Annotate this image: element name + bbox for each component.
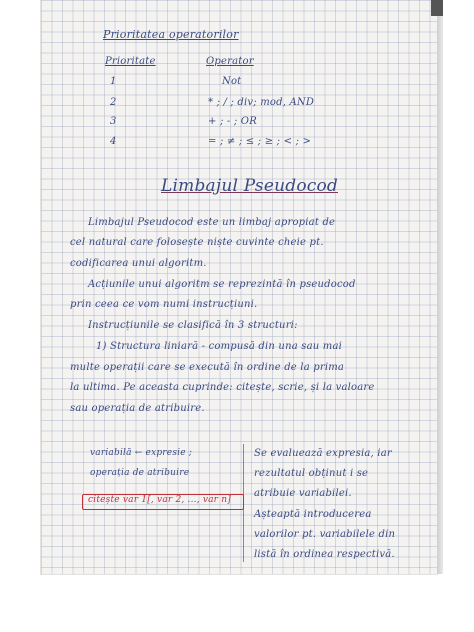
paragraph-line: prin ceea ce vom numi instrucțiuni. xyxy=(70,299,258,310)
example-description: atribuie variabilei. xyxy=(254,488,352,499)
example-description: Așteaptă introducerea xyxy=(254,509,372,520)
section-title: Limbajul Pseudocod xyxy=(161,176,338,196)
paragraph-line: Acțiunile unui algoritm se reprezintă în pseudocod xyxy=(88,279,356,290)
example-syntax-label: operația de atribuire xyxy=(90,468,190,478)
paragraph-line: Instrucțiunile se clasifică în 3 structuri: xyxy=(88,320,298,331)
table-row-priority: 1 xyxy=(110,76,117,87)
column-divider xyxy=(243,444,244,562)
page-heading: Prioritatea operatorilor xyxy=(103,28,239,41)
paragraph-line: 1) Structura liniară - compusă din una sau mai xyxy=(96,341,343,352)
example-description: valorilor pt. variabilele din xyxy=(254,529,396,540)
paragraph-line: codificarea unui algoritm. xyxy=(70,258,207,269)
example-description: listă în ordinea respectivă. xyxy=(254,549,395,560)
example-description: Se evaluează expresia, iar xyxy=(254,448,392,459)
paragraph-line: sau operația de atribuire. xyxy=(70,403,205,414)
table-header-priority: Prioritate xyxy=(105,56,156,67)
page-corner-mark xyxy=(431,0,443,16)
example-syntax: variabilă ← expresie ; xyxy=(90,448,193,458)
table-row-operators: = ; ≠ ; ≤ ; ≥ ; < ; > xyxy=(208,136,312,147)
example-description: rezultatul obținut i se xyxy=(254,468,369,479)
paragraph-line: la ultima. Pe aceasta cuprinde: citește, scrie, și la valoare xyxy=(70,382,375,393)
paragraph-line: multe operații care se execută în ordine de la prima xyxy=(70,362,345,373)
table-row-priority: 3 xyxy=(110,116,117,127)
example-syntax-read: citește var 1[, var 2, ..., var n] xyxy=(88,495,231,505)
paragraph-line: Limbajul Pseudocod este un limbaj apropiat de xyxy=(88,217,336,228)
table-row-priority: 4 xyxy=(110,136,117,147)
table-row-operators: + ; - ; OR xyxy=(208,116,257,127)
paragraph-line: cel natural care folosește niște cuvinte cheie pt. xyxy=(70,237,324,248)
table-row-priority: 2 xyxy=(110,97,117,108)
table-header-operator: Operator xyxy=(206,56,254,67)
table-row-operators: * ; / ; div; mod, AND xyxy=(208,97,315,108)
table-row-operators: Not xyxy=(222,76,242,87)
